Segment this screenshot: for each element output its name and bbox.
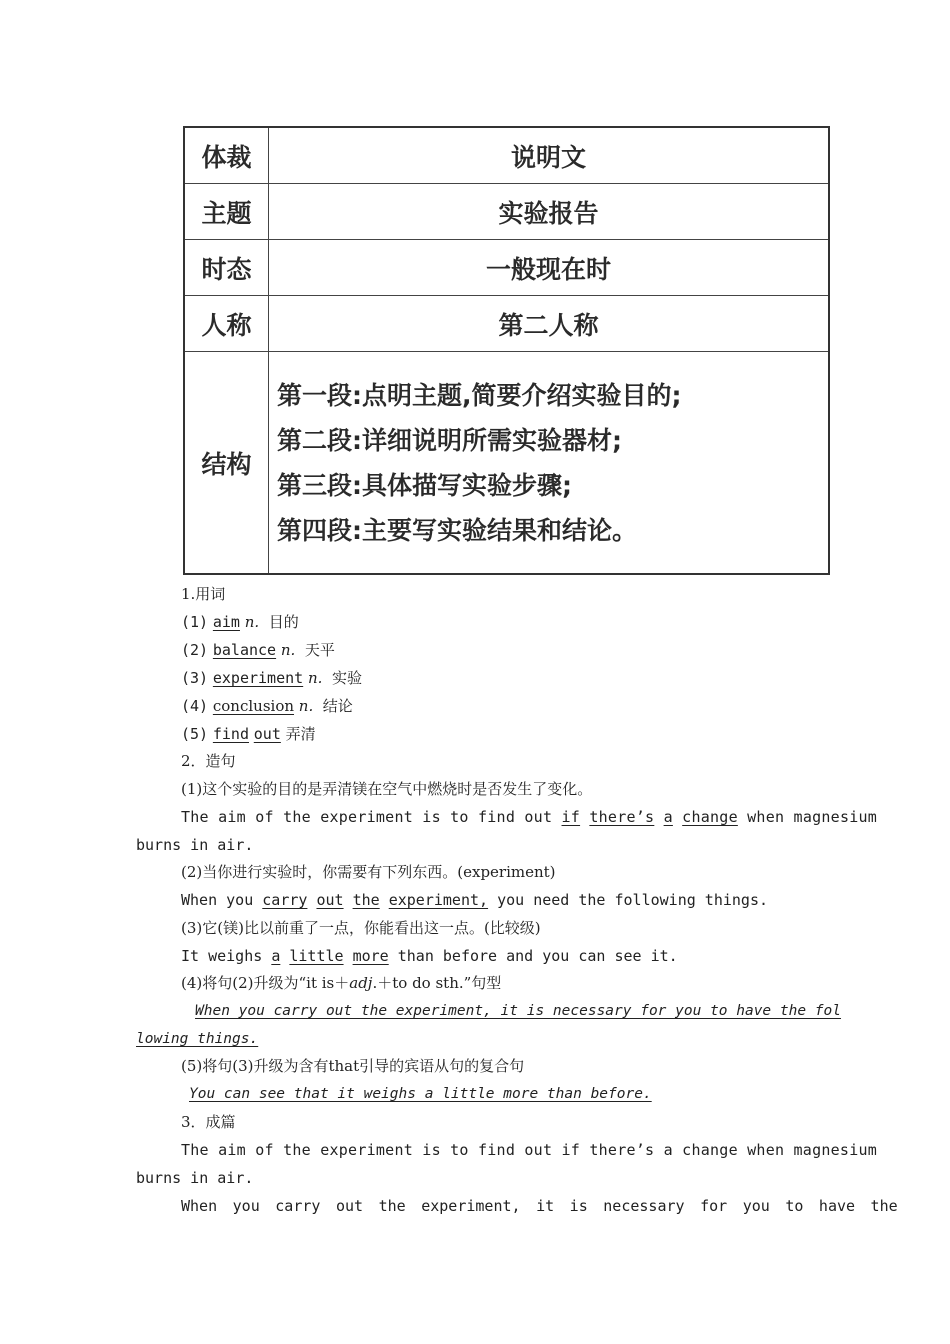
table-value-tense: 一般现在时 — [269, 240, 828, 296]
sentence-3-english: It weighs a little more than before and you can see it. — [181, 947, 678, 965]
sentence-2-chinese: (2)当你进行实验时，你需要有下列东西。(experiment) — [181, 863, 556, 881]
vocab-item: (1) aim n. 目的 — [181, 613, 299, 631]
table-header-structure: 结构 — [185, 352, 269, 573]
sentence-1-english-cont: burns in air. — [136, 836, 254, 854]
structure-line: 第四段:主要写实验结果和结论。 — [277, 515, 637, 545]
vocab-item: (5) find out 弄清 — [181, 725, 316, 743]
table-value-genre: 说明文 — [269, 128, 828, 184]
vocab-item: (2) balance n. 天平 — [181, 641, 335, 659]
sentence-2-english: When you carry out the experiment, you need the following things. — [181, 891, 769, 909]
vocab-item: (4) conclusion n. 结论 — [181, 697, 353, 715]
passage-paragraph-2: When you carry out the experiment, it is necessary for you to have the — [181, 1197, 898, 1215]
passage-paragraph-1-cont: burns in air. — [136, 1169, 254, 1187]
table-header-topic: 主题 — [185, 184, 269, 240]
sentences-heading: 2．造句 — [181, 752, 236, 770]
sentence-5-chinese: (5)将句(3)升级为含有that引导的宾语从句的复合句 — [181, 1057, 525, 1075]
sentence-1-english: The aim of the experiment is to find out if there’s a change when magnesium — [181, 808, 878, 826]
table-value-person: 第二人称 — [269, 296, 828, 352]
structure-line: 第二段:详细说明所需实验器材; — [277, 425, 622, 455]
summary-table — [183, 126, 830, 575]
table-header-person: 人称 — [185, 296, 269, 352]
passage-paragraph-1: The aim of the experiment is to find out if there’s a change when magnesium — [181, 1141, 878, 1159]
table-header-tense: 时态 — [185, 240, 269, 296]
table-value-topic: 实验报告 — [269, 184, 828, 240]
sentence-5-english: You can see that it weighs a little more than before. — [189, 1086, 652, 1102]
sentence-4-english-cont: lowing things. — [136, 1031, 259, 1047]
sentence-1-chinese: (1)这个实验的目的是弄清镁在空气中燃烧时是否发生了变化。 — [181, 780, 593, 798]
structure-line: 第三段:具体描写实验步骤; — [277, 470, 572, 500]
sentence-4-english: When you carry out the experiment, it is necessary for you to have the fol — [195, 1003, 842, 1019]
passage-heading: 3．成篇 — [181, 1113, 236, 1131]
sentence-4-chinese: (4)将句(2)升级为“it is＋adj.＋to do sth.”句型 — [181, 974, 502, 992]
table-structure-list — [269, 352, 828, 573]
vocab-heading: 1.用词 — [181, 585, 226, 603]
structure-line: 第一段:点明主题,简要介绍实验目的; — [277, 380, 682, 410]
vocab-item: (3) experiment n. 实验 — [181, 669, 362, 687]
sentence-3-chinese: (3)它(镁)比以前重了一点，你能看出这一点。(比较级) — [181, 919, 541, 937]
table-header-genre: 体裁 — [185, 128, 269, 184]
